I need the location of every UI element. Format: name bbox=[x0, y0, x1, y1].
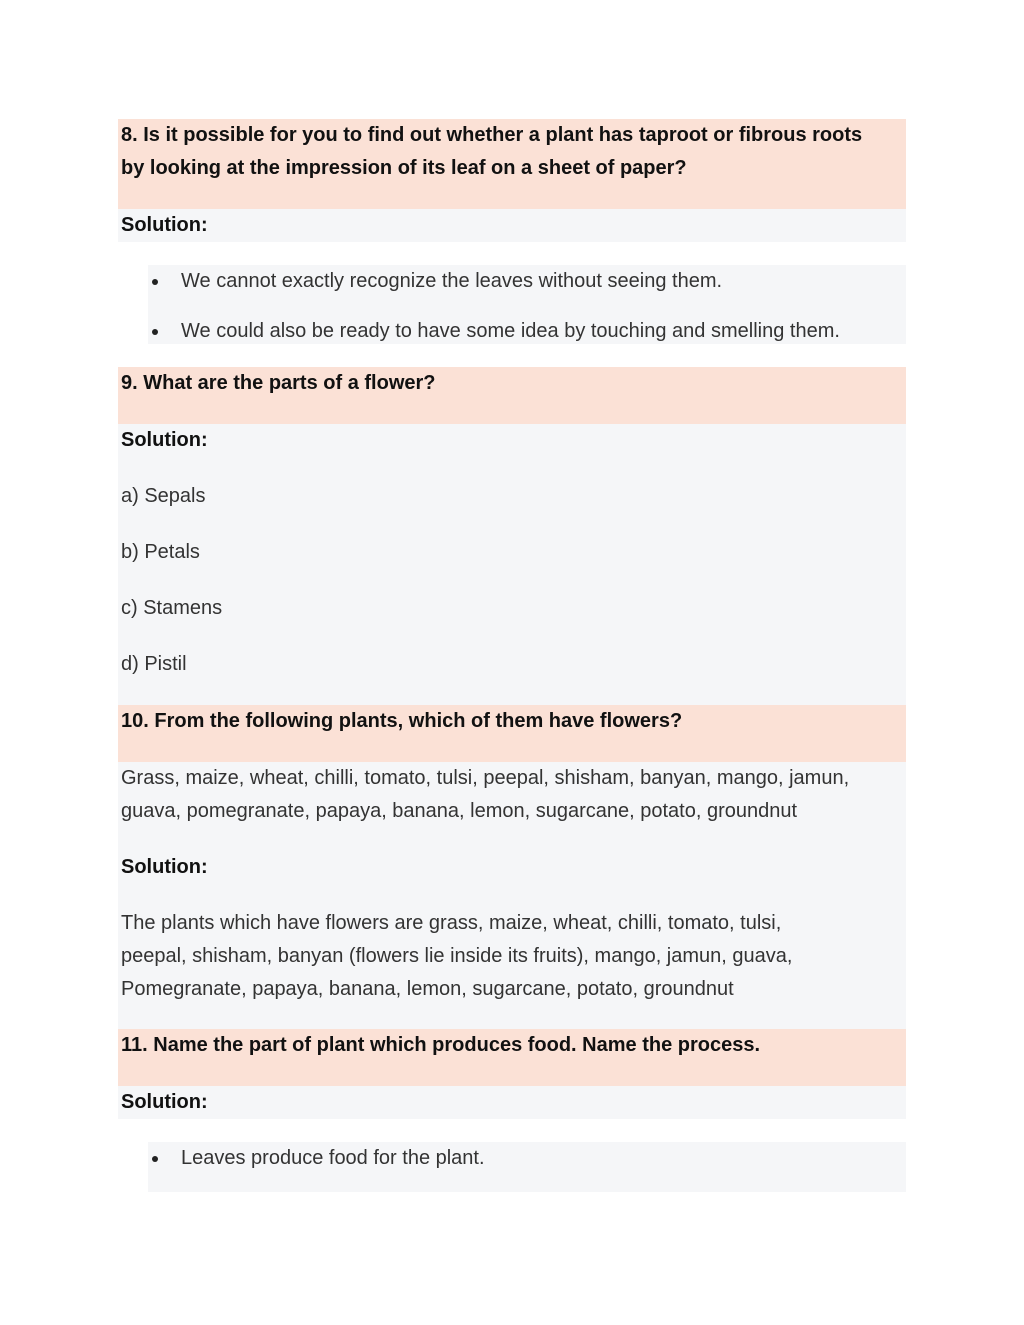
question-8-line-1: 8. Is it possible for you to find out whether a plant has taproot or fibrous roots bbox=[121, 124, 863, 146]
solution-8-bullet-list bbox=[148, 265, 906, 344]
solution-9-label: Solution: bbox=[121, 429, 208, 451]
question-10 bbox=[118, 705, 906, 762]
answer-stamens: c) Stamens bbox=[121, 597, 223, 619]
solution-10-label: Solution: bbox=[121, 856, 208, 878]
question-9-text: 9. What are the parts of a flower? bbox=[121, 372, 436, 394]
solution-8-label-row bbox=[118, 209, 906, 242]
question-11-text: 11. Name the part of plant which produces food. Name the process. bbox=[121, 1034, 761, 1056]
solution-11-bullet-list bbox=[148, 1142, 906, 1192]
solution-8-label: Solution: bbox=[121, 214, 208, 236]
answer-petals: b) Petals bbox=[121, 541, 200, 563]
question-8 bbox=[118, 119, 906, 209]
answer-pistil: d) Pistil bbox=[121, 653, 187, 675]
solution-11-label: Solution: bbox=[121, 1091, 208, 1113]
list-item-text: Leaves produce food for the plant. bbox=[181, 1147, 485, 1169]
answer-10-line-1: The plants which have flowers are grass, maize, wheat, chilli, tomato, tulsi, bbox=[121, 912, 782, 934]
list-item bbox=[148, 1142, 906, 1175]
list-item bbox=[148, 265, 906, 298]
answer-10-line-3: Pomegranate, papaya, banana, lemon, sugarcane, potato, groundnut bbox=[121, 978, 734, 1000]
solution-9 bbox=[118, 424, 906, 705]
question-8-line-2: by looking at the impression of its leaf on a sheet of paper? bbox=[121, 157, 687, 179]
bullet-dot-icon bbox=[152, 279, 158, 285]
list-item-text: We cannot exactly recognize the leaves without seeing them. bbox=[181, 270, 723, 292]
solution-10 bbox=[118, 762, 906, 1029]
question-10-text: 10. From the following plants, which of them have flowers? bbox=[121, 710, 683, 732]
plant-list-line-2: guava, pomegranate, papaya, banana, lemon, sugarcane, potato, groundnut bbox=[121, 800, 798, 822]
solution-11-label-row bbox=[118, 1086, 906, 1119]
list-item-text: We could also be ready to have some idea by touching and smelling them. bbox=[181, 320, 840, 342]
list-item bbox=[148, 315, 906, 348]
bullet-dot-icon bbox=[152, 329, 158, 335]
question-9 bbox=[118, 367, 906, 424]
plant-list-line-1: Grass, maize, wheat, chilli, tomato, tulsi, peepal, shisham, banyan, mango, jamun, bbox=[121, 767, 850, 789]
answer-10-line-2: peepal, shisham, banyan (flowers lie inside its fruits), mango, jamun, guava, bbox=[121, 945, 793, 967]
question-11 bbox=[118, 1029, 906, 1086]
answer-sepals: a) Sepals bbox=[121, 485, 206, 507]
bullet-dot-icon bbox=[152, 1156, 158, 1162]
